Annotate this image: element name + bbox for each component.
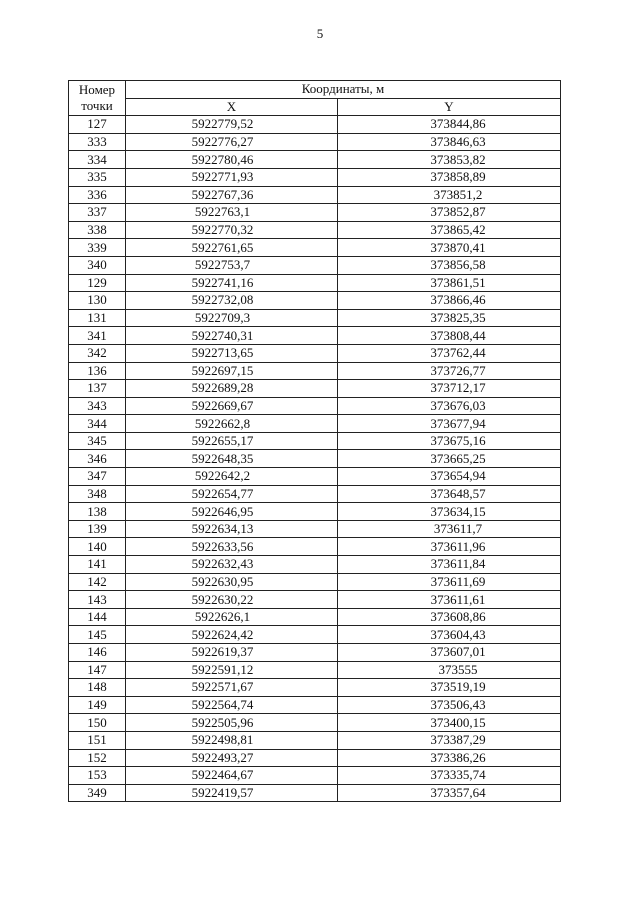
y-coordinate-cell: 373608,86	[338, 608, 561, 626]
point-number-cell: 342	[69, 344, 126, 362]
table-row	[69, 767, 561, 785]
table-row	[69, 151, 561, 169]
x-coordinate-cell: 5922630,95	[126, 573, 338, 591]
point-number-cell: 334	[69, 151, 126, 169]
point-number-cell: 341	[69, 327, 126, 345]
table-row	[69, 503, 561, 521]
y-coordinate-cell: 373607,01	[338, 644, 561, 662]
x-coordinate-cell: 5922624,42	[126, 626, 338, 644]
point-number-cell: 152	[69, 749, 126, 767]
table-row	[69, 696, 561, 714]
page-number: 5	[316, 26, 324, 41]
y-coordinate-cell: 373808,44	[338, 327, 561, 345]
point-number-cell: 130	[69, 292, 126, 310]
x-coordinate-cell: 5922626,1	[126, 608, 338, 626]
table-row	[69, 380, 561, 398]
table-row	[69, 784, 561, 802]
point-number-cell: 147	[69, 661, 126, 679]
point-number-cell: 141	[69, 556, 126, 574]
x-coordinate-cell: 5922662,8	[126, 415, 338, 433]
table-row	[69, 538, 561, 556]
point-number-cell: 136	[69, 362, 126, 380]
x-coordinate-cell: 5922571,67	[126, 679, 338, 697]
x-coordinate-cell: 5922464,67	[126, 767, 338, 785]
table-row	[69, 432, 561, 450]
x-coordinate-cell: 5922669,67	[126, 397, 338, 415]
y-coordinate-cell: 373611,69	[338, 573, 561, 591]
table-row	[69, 644, 561, 662]
point-number-cell: 129	[69, 274, 126, 292]
x-coordinate-cell: 5922505,96	[126, 714, 338, 732]
table-row	[69, 661, 561, 679]
table-row	[69, 116, 561, 134]
y-coordinate-cell: 373506,43	[338, 696, 561, 714]
table-row	[69, 362, 561, 380]
x-coordinate-cell: 5922753,7	[126, 256, 338, 274]
table-row	[69, 573, 561, 591]
y-coordinate-cell: 373853,82	[338, 151, 561, 169]
x-coordinate-cell: 5922763,1	[126, 204, 338, 222]
y-coordinate-cell: 373846,63	[338, 133, 561, 151]
y-coordinate-cell: 373762,44	[338, 344, 561, 362]
table-row	[69, 468, 561, 486]
table-row	[69, 256, 561, 274]
x-coordinate-cell: 5922689,28	[126, 380, 338, 398]
point-number-cell: 144	[69, 608, 126, 626]
point-number-header-line1: Номер	[78, 82, 116, 98]
y-coordinate-cell: 373851,2	[338, 186, 561, 204]
table-body	[69, 116, 561, 802]
point-number-cell: 340	[69, 256, 126, 274]
table-row	[69, 327, 561, 345]
x-column-header: X	[126, 98, 338, 116]
point-number-header-line2: точки	[81, 98, 113, 114]
x-coordinate-cell: 5922648,35	[126, 450, 338, 468]
point-number-cell: 349	[69, 784, 126, 802]
x-coordinate-cell: 5922776,27	[126, 133, 338, 151]
y-coordinate-cell: 373611,84	[338, 556, 561, 574]
point-number-cell: 336	[69, 186, 126, 204]
point-number-cell: 138	[69, 503, 126, 521]
y-coordinate-cell: 373634,15	[338, 503, 561, 521]
table-row	[69, 485, 561, 503]
table-row	[69, 714, 561, 732]
table-row	[69, 626, 561, 644]
point-number-cell: 338	[69, 221, 126, 239]
point-number-cell: 142	[69, 573, 126, 591]
point-number-cell: 149	[69, 696, 126, 714]
y-coordinate-cell: 373726,77	[338, 362, 561, 380]
point-number-cell: 140	[69, 538, 126, 556]
point-number-cell: 335	[69, 168, 126, 186]
table-row	[69, 608, 561, 626]
y-coordinate-cell: 373665,25	[338, 450, 561, 468]
y-column-header: Y	[338, 98, 561, 116]
y-coordinate-cell: 373676,03	[338, 397, 561, 415]
y-coordinate-cell: 373555	[338, 661, 561, 679]
table-row	[69, 292, 561, 310]
x-coordinate-cell: 5922655,17	[126, 432, 338, 450]
point-number-cell: 346	[69, 450, 126, 468]
x-coordinate-cell: 5922767,36	[126, 186, 338, 204]
x-coordinate-cell: 5922740,31	[126, 327, 338, 345]
y-coordinate-cell: 373519,19	[338, 679, 561, 697]
x-coordinate-cell: 5922779,52	[126, 116, 338, 134]
x-coordinate-cell: 5922619,37	[126, 644, 338, 662]
point-number-cell: 333	[69, 133, 126, 151]
table-row	[69, 591, 561, 609]
point-number-cell: 345	[69, 432, 126, 450]
y-coordinate-cell: 373648,57	[338, 485, 561, 503]
y-coordinate-cell: 373335,74	[338, 767, 561, 785]
x-coordinate-cell: 5922633,56	[126, 538, 338, 556]
table-row	[69, 556, 561, 574]
coordinates-header: Координаты, м	[126, 81, 561, 99]
table-row	[69, 221, 561, 239]
x-coordinate-cell: 5922732,08	[126, 292, 338, 310]
y-coordinate-cell: 373856,58	[338, 256, 561, 274]
point-number-cell: 347	[69, 468, 126, 486]
point-number-cell: 143	[69, 591, 126, 609]
x-coordinate-cell: 5922709,3	[126, 309, 338, 327]
x-coordinate-cell: 5922780,46	[126, 151, 338, 169]
y-coordinate-cell: 373865,42	[338, 221, 561, 239]
table-row	[69, 309, 561, 327]
point-number-cell: 131	[69, 309, 126, 327]
x-coordinate-cell: 5922761,65	[126, 239, 338, 257]
table-row	[69, 731, 561, 749]
point-number-cell: 150	[69, 714, 126, 732]
table-row	[69, 239, 561, 257]
point-number-cell: 127	[69, 116, 126, 134]
table-row	[69, 186, 561, 204]
y-coordinate-cell: 373654,94	[338, 468, 561, 486]
y-coordinate-cell: 373870,41	[338, 239, 561, 257]
table-header	[69, 81, 561, 116]
y-coordinate-cell: 373400,15	[338, 714, 561, 732]
y-coordinate-cell: 373675,16	[338, 432, 561, 450]
y-coordinate-cell: 373852,87	[338, 204, 561, 222]
x-coordinate-cell: 5922630,22	[126, 591, 338, 609]
table-row	[69, 749, 561, 767]
table-row	[69, 168, 561, 186]
table-row	[69, 133, 561, 151]
table-row	[69, 397, 561, 415]
point-number-cell: 151	[69, 731, 126, 749]
x-coordinate-cell: 5922642,2	[126, 468, 338, 486]
point-number-cell: 148	[69, 679, 126, 697]
x-coordinate-cell: 5922634,13	[126, 520, 338, 538]
x-coordinate-cell: 5922770,32	[126, 221, 338, 239]
x-coordinate-cell: 5922697,15	[126, 362, 338, 380]
point-number-cell: 339	[69, 239, 126, 257]
y-coordinate-cell: 373861,51	[338, 274, 561, 292]
point-number-cell: 153	[69, 767, 126, 785]
x-coordinate-cell: 5922646,95	[126, 503, 338, 521]
table-row	[69, 344, 561, 362]
y-coordinate-cell: 373611,61	[338, 591, 561, 609]
point-number-cell: 145	[69, 626, 126, 644]
x-coordinate-cell: 5922713,65	[126, 344, 338, 362]
coordinates-table	[68, 80, 561, 802]
y-coordinate-cell: 373387,29	[338, 731, 561, 749]
y-coordinate-cell: 373604,43	[338, 626, 561, 644]
point-number-cell: 137	[69, 380, 126, 398]
point-number-cell: 337	[69, 204, 126, 222]
y-coordinate-cell: 373677,94	[338, 415, 561, 433]
table-row	[69, 450, 561, 468]
y-coordinate-cell: 373825,35	[338, 309, 561, 327]
y-coordinate-cell: 373611,96	[338, 538, 561, 556]
y-coordinate-cell: 373611,7	[338, 520, 561, 538]
point-number-header	[69, 81, 126, 116]
y-coordinate-cell: 373844,86	[338, 116, 561, 134]
point-number-cell: 344	[69, 415, 126, 433]
x-coordinate-cell: 5922771,93	[126, 168, 338, 186]
x-coordinate-cell: 5922498,81	[126, 731, 338, 749]
y-coordinate-cell: 373866,46	[338, 292, 561, 310]
point-number-cell: 146	[69, 644, 126, 662]
x-coordinate-cell: 5922419,57	[126, 784, 338, 802]
x-coordinate-cell: 5922493,27	[126, 749, 338, 767]
point-number-cell: 139	[69, 520, 126, 538]
table-row	[69, 274, 561, 292]
x-coordinate-cell: 5922591,12	[126, 661, 338, 679]
y-coordinate-cell: 373357,64	[338, 784, 561, 802]
table-row	[69, 204, 561, 222]
table-row	[69, 679, 561, 697]
x-coordinate-cell: 5922632,43	[126, 556, 338, 574]
table-row	[69, 520, 561, 538]
point-number-cell: 348	[69, 485, 126, 503]
point-number-cell: 343	[69, 397, 126, 415]
y-coordinate-cell: 373712,17	[338, 380, 561, 398]
x-coordinate-cell: 5922564,74	[126, 696, 338, 714]
x-coordinate-cell: 5922741,16	[126, 274, 338, 292]
y-coordinate-cell: 373386,26	[338, 749, 561, 767]
x-coordinate-cell: 5922654,77	[126, 485, 338, 503]
y-coordinate-cell: 373858,89	[338, 168, 561, 186]
table-row	[69, 415, 561, 433]
